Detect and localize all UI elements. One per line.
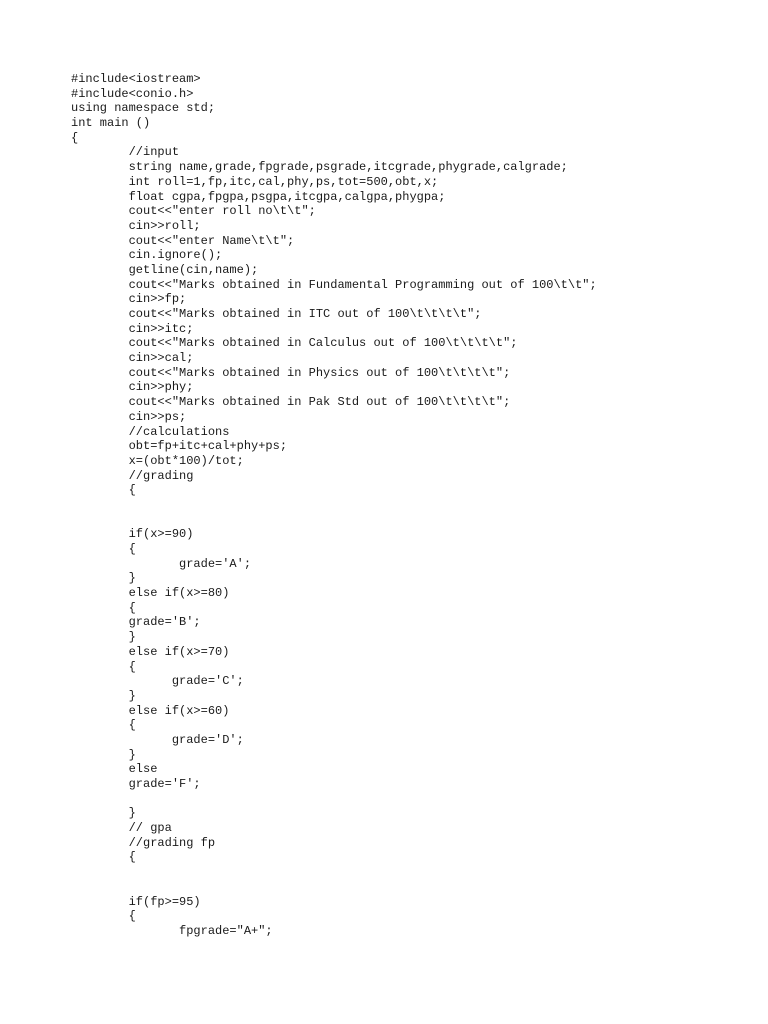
- code-line: }: [71, 630, 136, 645]
- code-line: }: [71, 571, 136, 586]
- code-line: else if(x>=80): [71, 586, 230, 601]
- code-line: cin>>cal;: [71, 351, 194, 366]
- code-line: [71, 792, 751, 807]
- code-line: {: [71, 542, 136, 556]
- code-line: {: [71, 483, 136, 498]
- code-line: int roll=1,fp,itc,cal,phy,ps,tot=500,obt,x;: [71, 174, 439, 189]
- code-line: [71, 498, 751, 513]
- code-line: }: [71, 747, 136, 762]
- code-line: grade='A';: [71, 556, 252, 571]
- code-line: //grading: [71, 468, 194, 483]
- code-line: grade='D';: [71, 732, 244, 747]
- code-line: grade='B';: [71, 615, 201, 630]
- code-line: // gpa: [71, 821, 172, 836]
- code-line: {: [71, 600, 136, 615]
- code-line: {: [71, 659, 136, 674]
- code-line: cin>>itc;: [71, 321, 194, 336]
- code-line: cout<<"Marks obtained in Calculus out of 100\t\t\t\t";: [71, 336, 518, 351]
- code-line: string name,grade,fpgrade,psgrade,itcgrade,phygrade,calgrade;: [71, 160, 568, 175]
- code-line: [71, 865, 751, 880]
- code-line: cout<<"Marks obtained in Pak Std out of 100\t\t\t\t";: [71, 395, 511, 410]
- code-line: float cgpa,fpgpa,psgpa,itcgpa,calgpa,phygpa;: [71, 189, 446, 204]
- code-line: cout<<"enter roll no\t\t";: [71, 204, 316, 219]
- code-line: cout<<"enter Name\t\t";: [71, 233, 295, 248]
- code-line: cin>>fp;: [71, 292, 187, 307]
- code-line: cin>>phy;: [71, 380, 194, 395]
- code-listing: [71, 72, 751, 939]
- code-line: #include<conio.h>: [71, 86, 194, 101]
- code-line: }: [71, 688, 136, 703]
- code-line: }: [71, 806, 136, 821]
- code-line: grade='F';: [71, 777, 201, 791]
- code-line: x=(obt*100)/tot;: [71, 453, 244, 468]
- code-line: grade='C';: [71, 674, 244, 689]
- code-line: if(fp>=95): [71, 894, 201, 909]
- code-line: //input: [71, 145, 180, 160]
- code-line: {: [71, 850, 136, 865]
- code-line: else if(x>=70): [71, 644, 230, 659]
- code-line: {: [71, 909, 136, 924]
- code-line: else if(x>=60): [71, 703, 230, 718]
- code-line: cin>>roll;: [71, 218, 201, 233]
- code-line: {: [71, 130, 79, 145]
- code-line: [71, 880, 751, 895]
- code-line: cin.ignore();: [71, 248, 223, 263]
- code-line: fpgrade="A+";: [71, 923, 273, 938]
- code-line: if(x>=90): [71, 527, 194, 542]
- code-line: cout<<"Marks obtained in Fundamental Programming out of 100\t\t";: [71, 277, 597, 292]
- code-line: else: [71, 762, 158, 777]
- code-line: int main (): [71, 116, 151, 131]
- code-line: //grading fp: [71, 835, 216, 850]
- code-line: {: [71, 718, 136, 733]
- code-line: using namespace std;: [71, 101, 216, 116]
- code-line: cin>>ps;: [71, 409, 187, 424]
- code-line: [71, 513, 751, 528]
- code-line: //calculations: [71, 424, 230, 439]
- code-line: cout<<"Marks obtained in Physics out of 100\t\t\t\t";: [71, 365, 511, 380]
- code-line: cout<<"Marks obtained in ITC out of 100\t\t\t\t";: [71, 307, 482, 321]
- code-line: getline(cin,name);: [71, 262, 259, 277]
- code-line: obt=fp+itc+cal+phy+ps;: [71, 439, 288, 454]
- code-line: #include<iostream>: [71, 72, 201, 86]
